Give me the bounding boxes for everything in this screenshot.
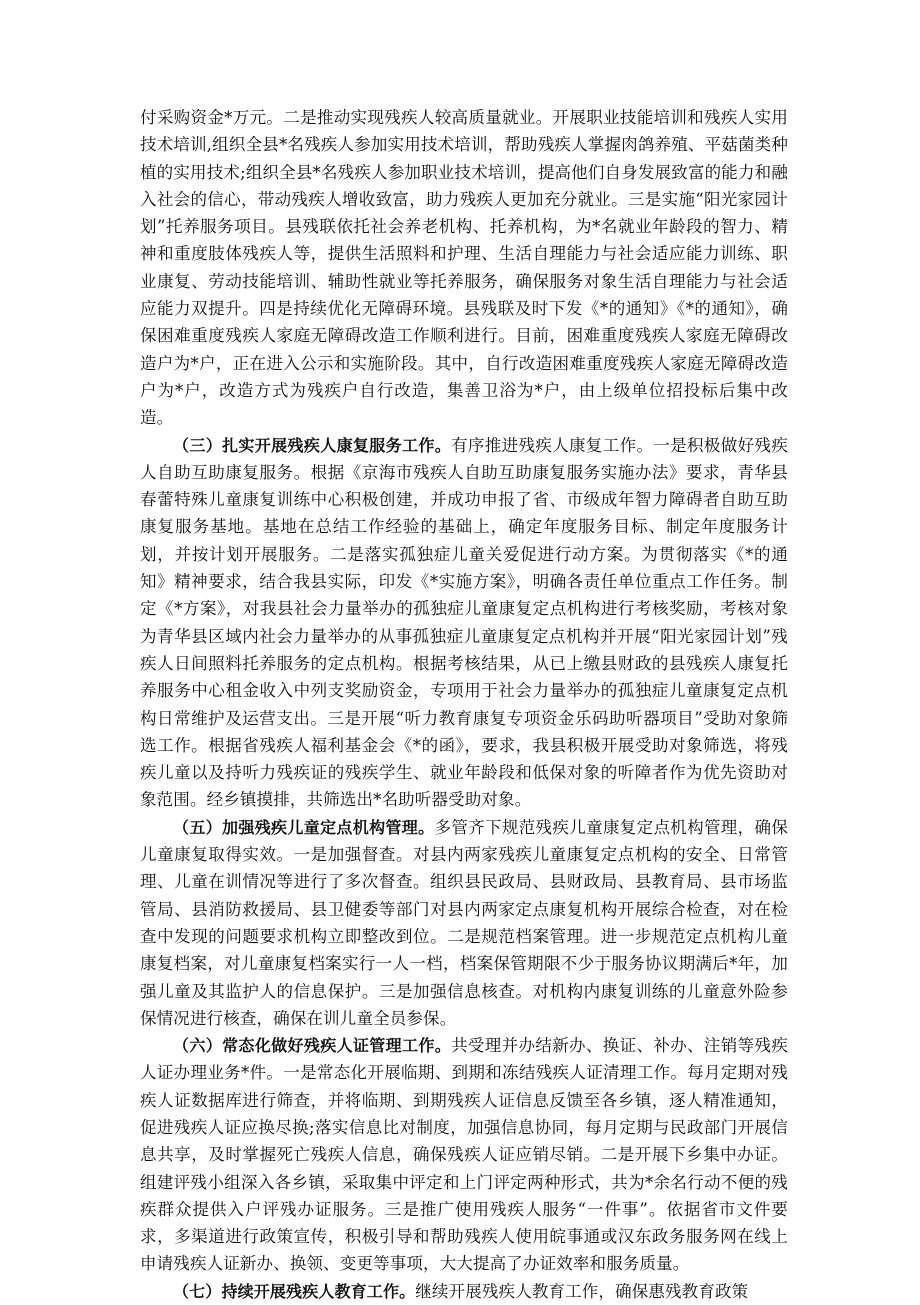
- paragraph-text: 有序推进残疾人康复工作。一是积极做好残疾人自助互助康复服务。根据《京海市残疾人自助互助康复服务实施办法》要求，青华县春蕾特殊儿童康复训练中心积极创建，并成功申报了省、市级成年智力障碍者自助互助康复服务基地。基地在总结工作经验的基础上，确定年度服务目标、制定年度服务计划，并按计划开展服务。二是落实孤独症儿童关爱促进行动方案。为贯彻落实《*的通知》精神要求，结合我县实际，印发《*实施方案》，明确各责任单位重点工作任务。制定《*方案》，对我县社会力量举办的孤独症儿童康复定点机构进行考核奖励，考核对象为青华县区域内社会力量举办的从事孤独症儿童康复定点机构并开展“阳光家园计划”残疾人日间照料托养服务的定点机构。根据考核结果，从已上缴县财政的县残疾人康复托养服务中心租金收入中列支奖励资金，专项用于社会力量举办的孤独症儿童康复定点机构日常维护及运营支出。三是开展“听力教育康复专项资金乐码助听器项目”受助对象筛选工作。根据省残疾人福利基金会《*的函》，要求，我县积极开展受助对象筛选，将残疾儿童以及持听力残疾证的残疾学生、就业年龄段和低保对象的听障者作为优先资助对象范围。经乡镇摸排，共筛选出*名助听器受助对象。: [140, 435, 788, 810]
- paragraph-employment-continuation: [140, 104, 788, 432]
- paragraph-child-institution-management: [140, 814, 788, 1032]
- section-heading-3: （三）扎实开展残疾人康复服务工作。: [173, 435, 452, 455]
- paragraph-disability-certificate: [140, 1032, 788, 1278]
- document-body: [140, 104, 788, 1305]
- paragraph-text: 继续开展残疾人教育工作，确保惠残教育政策: [415, 1281, 749, 1301]
- section-heading-6: （六）常态化做好残疾人证管理工作。: [173, 1036, 452, 1056]
- paragraph-text: 付采购资金*万元。二是推动实现残疾人较高质量就业。开展职业技能培训和残疾人实用技术培训,组织全县*名残疾人参加实用技术培训，帮助残疾人掌握肉鸽养殖、平菇菌类种植的实用技术;组织全县*名残疾人参加职业技术培训，提高他们自身发展致富的能力和融入社会的信心，带动残疾人增收致富，助力残疾人更加充分就业。三是实施“阳光家园计划”托养服务项目。县残联依托社会养老机构、托养机构，为*名就业年龄段的智力、精神和重度肢体残疾人等，提供生活照料和护理、生活自理能力与社会适应能力训练、职业康复、劳动技能培训、辅助性就业等托养服务，确保服务对象生活自理能力与社会适应能力双提升。四是持续优化无障碍环境。县残联及时下发《*的通知》《*的通知》，确保困难重度残疾人家庭无障碍改造工作顺利进行。目前，困难重度残疾人家庭无障碍改造户为*户，正在进入公示和实施阶段。其中，自行改造困难重度残疾人家庭无障碍改造户为*户，改造方式为残疾户自行改造，集善卫浴为*户，由上级单位招投标后集中改造。: [140, 108, 788, 428]
- paragraph-text: 多管齐下规范残疾儿童康复定点机构管理，确保儿童康复取得实效。一是加强督查。对县内两家残疾儿童康复定点机构的安全、日常管理、儿童在训情况等进行了多次督查。组织县民政局、县财政局、县教育局、县市场监管局、县消防救援局、县卫健委等部门对县内两家定点康复机构开展综合检查，对在检查中发现的问题要求机构立即整改到位。二是规范档案管理。进一步规范定点机构儿童康复档案，对儿童康复档案实行一人一档，档案保管期限不少于服务协议期满后*年，加强儿童及其监护人的信息保护。三是加强信息核查。对机构内康复训练的儿童意外险参保情况进行核查，确保在训儿童全员参保。: [140, 817, 788, 1028]
- paragraph-rehabilitation-services: [140, 432, 788, 814]
- section-heading-5: （五）加强残疾儿童定点机构管理。: [173, 817, 435, 837]
- paragraph-text: 共受理并办结新办、换证、补办、注销等残疾人证办理业务*件。一是常态化开展临期、到期和冻结残疾人证清理工作。每月定期对残疾人证数据库进行筛查，并将临期、到期残疾人证信息反馈至各乡镇，逐人精准通知，促进残疾人证应换尽换;落实信息比对制度，加强信息协同，每月定期与民政部门开展信息共享，及时掌握死亡残疾人信息，确保残疾人证应销尽销。二是开展下乡集中办证。组建评残小组深入各乡镇，采取集中评定和上门评定两种形式，共为*余名行动不便的残疾群众提供入户评残办证服务。三是推广使用残疾人服务“一件事”。依据省市文件要求，多渠道进行政策宣传，积极引导和帮助残疾人使用皖事通或汉东政务服务网在线上申请残疾人证新办、换领、变更等事项，大大提高了办证效率和服务质量。: [140, 1036, 788, 1274]
- section-heading-7: （七）持续开展残疾人教育工作。: [173, 1281, 416, 1301]
